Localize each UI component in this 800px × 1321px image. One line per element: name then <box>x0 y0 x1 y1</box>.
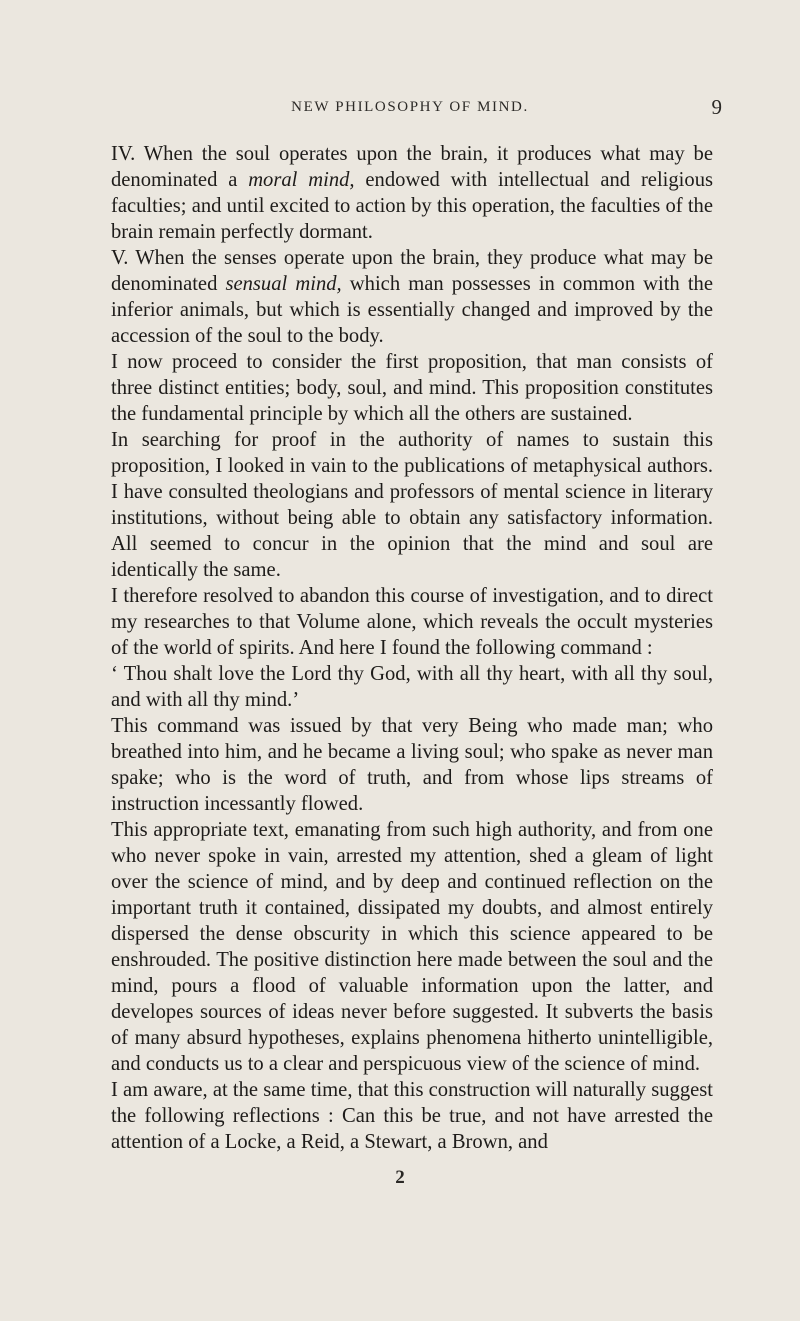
paragraph-appropriate-text: This appropriate text, emanating from such high authority, and from one who never spoke in vain, arrested my attention, shed a gleam of light over the science of mind, and by deep and continued reflection on the important truth it contained, dissipated my doubts, and almost entirely dispersed the dense obscurity in which this science appeared to be enshrouded. The positive distinction here made between the soul and the mind, pours a flood of valuable information upon the latter, and developes sources of ideas never before suggested. It subverts the basis of many absurd hypotheses, explains phenomena hitherto unintelligible, and conducts us to a clear and perspicuous view of the science of mind. <box>111 819 713 1075</box>
term-moral-mind: moral mind, <box>248 169 355 191</box>
paragraph-iv-text-start: IV. When the soul operates upon the brain, it produces what may be denominated a <box>111 143 713 191</box>
paragraph-v-text-end: which man possesses in common with the inferior animals, but which is essentially changed and improved by the accession of the soul to the body. <box>111 273 713 347</box>
paragraph-command-issued: This command was issued by that very Being who made man; who breathed into him, and he became a living soul; who spake as never man spake; who is the word of truth, and from whose lips streams of instruction incessantly flowed. <box>111 715 713 815</box>
page-number: 9 <box>711 95 722 119</box>
paragraph-iv-text-end: endowed with intellectual and religious faculties; and until excited to action by this operation, the faculties of the brain remain perfectly dormant. <box>111 169 714 243</box>
paragraph-first-proposition: I now proceed to consider the first proposition, that man consists of three distinct entities; body, soul, and mind. This proposition constitutes the fundamental principle by which all the others are sustained. <box>111 351 713 425</box>
paragraph-quotation: ‘ Thou shalt love the Lord thy God, with all thy heart, with all thy soul, and with all thy mind.’ <box>111 663 713 711</box>
running-head <box>110 95 722 125</box>
paragraph-v-text-start: V. When the senses operate upon the brain, they produce what may be denominated <box>111 247 713 295</box>
paragraph-v <box>111 245 713 349</box>
signature-mark: 2 <box>395 1167 405 1188</box>
paragraph-resolved: I therefore resolved to abandon this course of investigation, and to direct my researches to that Volume alone, which reveals the occult mysteries of the world of spirits. And here I found the following command : <box>111 585 713 659</box>
term-sensual-mind: sensual mind, <box>225 273 342 295</box>
paragraph-searching-proof: In searching for proof in the authority of names to sustain this proposition, I looked in vain to the publications of metaphysical authors. I have consulted theologians and professors of mental science in literary institutions, without being able to obtain any satisfactory information. All seemed to concur in the opinion that the mind and soul are identically the same. <box>111 429 713 581</box>
paragraph-aware: I am aware, at the same time, that this construction will naturally suggest the following reflections : Can this be true, and not have arrested the attention of a Locke, a Reid, a Stewart, a Brown, and <box>111 1079 713 1153</box>
body-text <box>111 141 713 1155</box>
paragraph-iv <box>111 141 713 245</box>
running-title: NEW PHILOSOPHY OF MIND. <box>291 99 529 115</box>
